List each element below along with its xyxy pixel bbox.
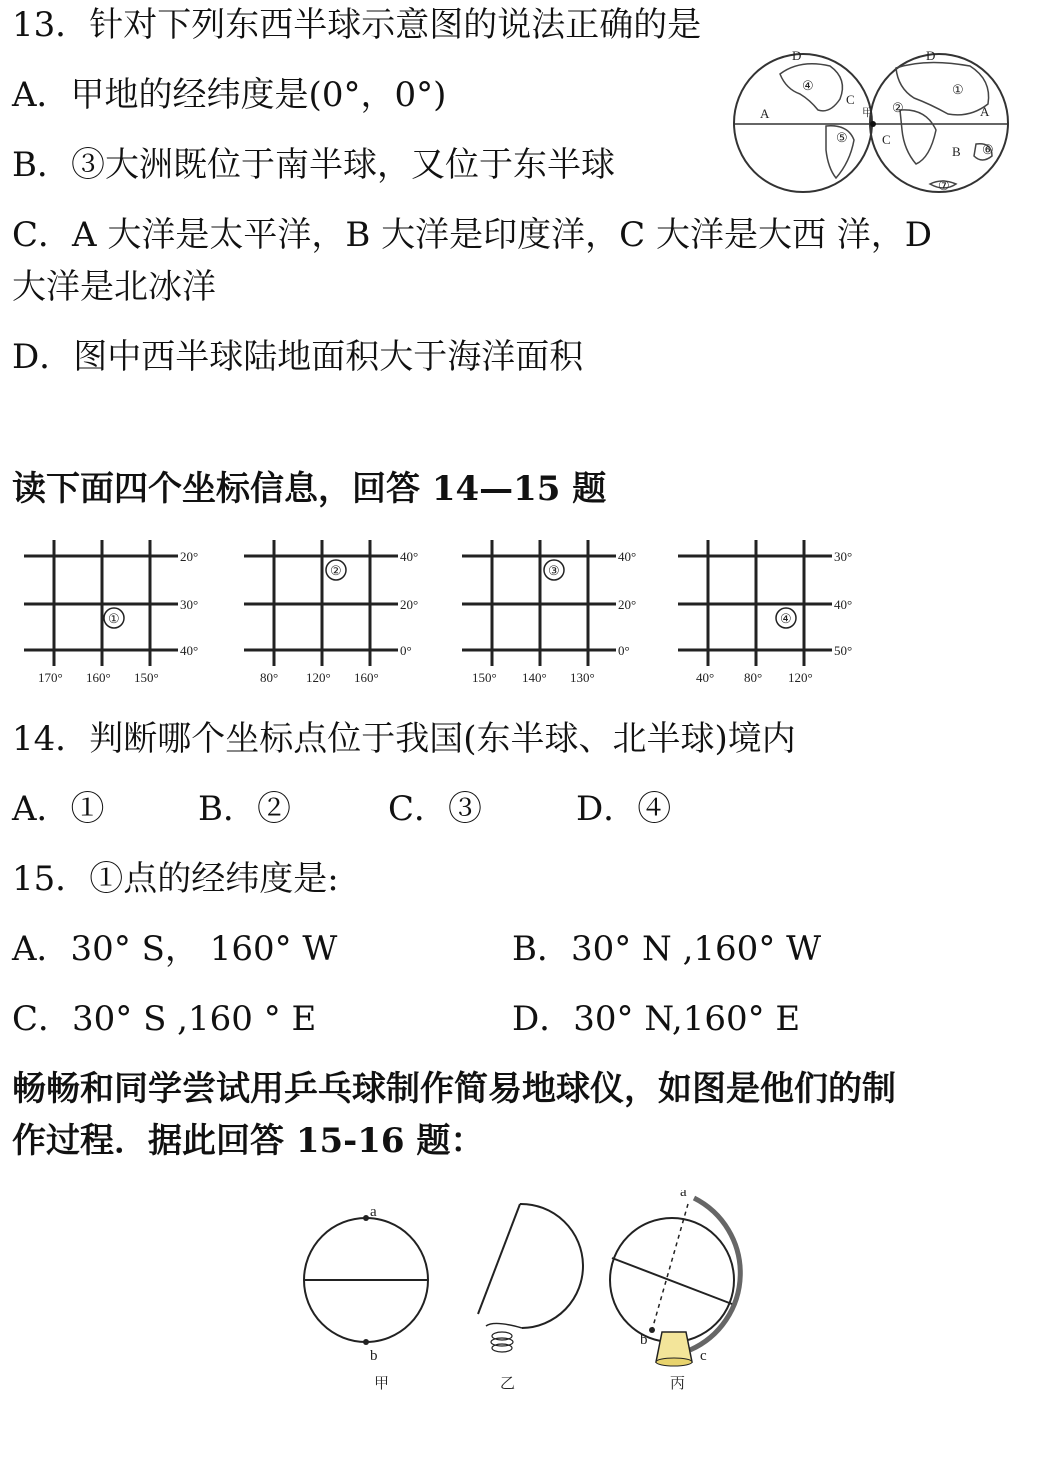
grid3-lat-1: 40° <box>618 549 637 564</box>
grid2-lon-2: 120° <box>306 670 331 685</box>
grid4-marker: ④ <box>780 611 792 626</box>
map-east-label-d: D <box>926 48 936 63</box>
section-heading-14-15: 读下面四个坐标信息，回答 14—15 题 <box>12 469 607 509</box>
q15-option-b: B．30° N ,160° W <box>512 929 822 969</box>
grid3-lon-2: 140° <box>522 670 547 685</box>
coordinate-grid-2 <box>240 538 440 690</box>
grid1-lon-2: 160° <box>86 670 111 685</box>
q14-option-a: A．① <box>12 789 105 829</box>
map-west-label-4: ④ <box>802 78 814 93</box>
q13-option-a: A．甲地的经纬度是(0°，0°) <box>12 75 447 115</box>
grid2-lat-1: 40° <box>400 549 419 564</box>
coordinate-grid-1 <box>20 538 220 690</box>
map-west-label-5: ⑤ <box>836 130 848 145</box>
q13-option-b: B．③大洲既位于南半球，又位于东半球 <box>12 145 615 185</box>
map-point-label: 甲 <box>862 107 873 119</box>
grid2-lat-2: 20° <box>400 597 419 612</box>
globe-label-bing: 丙 <box>670 1376 686 1392</box>
map-east-label-b: B <box>952 144 961 159</box>
grid4-lon-3: 120° <box>788 670 813 685</box>
globe-label-yi: 乙 <box>500 1376 516 1392</box>
grid4-lat-2: 40° <box>834 597 853 612</box>
globe-jia-point-a: a <box>370 1204 377 1220</box>
q14-option-d: D．④ <box>576 789 672 829</box>
q15-option-c: C．30° S ,160 ° E <box>12 999 317 1039</box>
map-west-label-d: D <box>792 48 802 63</box>
map-east-label-7: ⑦ <box>938 178 950 193</box>
section-heading-15-16-line1: 畅畅和同学尝试用乒乓球制作简易地球仪，如图是他们的制 <box>12 1069 896 1109</box>
grid1-marker: ① <box>108 611 120 626</box>
coordinate-grid-3 <box>458 538 658 690</box>
q14-option-b: B．② <box>198 789 291 829</box>
map-east-label-6: ⑥ <box>982 142 994 157</box>
grid3-lat-3: 0° <box>618 643 630 658</box>
coordinate-grid-4 <box>674 538 874 690</box>
hemisphere-map <box>730 44 1012 204</box>
grid2-lon-3: 160° <box>354 670 379 685</box>
section-heading-15-16-line2: 作过程．据此回答 15-16 题： <box>12 1121 485 1161</box>
map-east-label-1: ① <box>952 82 964 97</box>
map-west-label-a: A <box>760 106 770 121</box>
grid1-lat-1: 20° <box>180 549 199 564</box>
map-west-label-c: C <box>846 92 855 107</box>
grid1-lat-2: 30° <box>180 597 199 612</box>
map-east-label-c: C <box>882 132 891 147</box>
q13-option-c-line1: C．A 大洋是太平洋，B 大洋是印度洋，C 大洋是大西 洋，D <box>12 215 933 255</box>
grid4-lon-2: 80° <box>744 670 763 685</box>
q15-option-a: A．30° S， 160° W <box>12 929 338 969</box>
q14-option-c: C．③ <box>388 789 483 829</box>
grid4-lat-3: 50° <box>834 643 853 658</box>
map-east-label-a: A <box>980 104 990 119</box>
map-east-label-2: ② <box>892 100 904 115</box>
grid2-marker: ② <box>330 563 342 578</box>
grid2-lon-1: 80° <box>260 670 279 685</box>
globe-bing-point-c: c <box>700 1348 707 1364</box>
q13-option-d: D．图中西半球陆地面积大于海洋面积 <box>12 337 584 377</box>
grid3-marker: ③ <box>548 563 560 578</box>
grid4-lon-1: 40° <box>696 670 715 685</box>
q14-stem: 14．判断哪个坐标点位于我国(东半球、北半球)境内 <box>12 719 796 759</box>
grid1-lon-1: 170° <box>38 670 63 685</box>
q15-option-d: D．30° N,160° E <box>512 999 801 1039</box>
grid3-lat-2: 20° <box>618 597 637 612</box>
globe-making-diagram <box>290 1190 760 1410</box>
globe-bing-point-a: a <box>680 1190 687 1200</box>
grid4-lat-1: 30° <box>834 549 853 564</box>
globe-bing-point-b: b <box>640 1332 648 1348</box>
grid3-lon-1: 150° <box>472 670 497 685</box>
globe-label-jia: 甲 <box>374 1376 390 1392</box>
grid1-lon-3: 150° <box>134 670 159 685</box>
grid3-lon-3: 130° <box>570 670 595 685</box>
grid2-lat-3: 0° <box>400 643 412 658</box>
q13-option-c-line2: 大洋是北冰洋 <box>12 267 216 307</box>
globe-jia-point-b: b <box>370 1348 378 1364</box>
q13-stem: 13．针对下列东西半球示意图的说法正确的是 <box>12 5 702 45</box>
q15-stem: 15．①点的经纬度是: <box>12 859 339 899</box>
grid1-lat-3: 40° <box>180 643 199 658</box>
